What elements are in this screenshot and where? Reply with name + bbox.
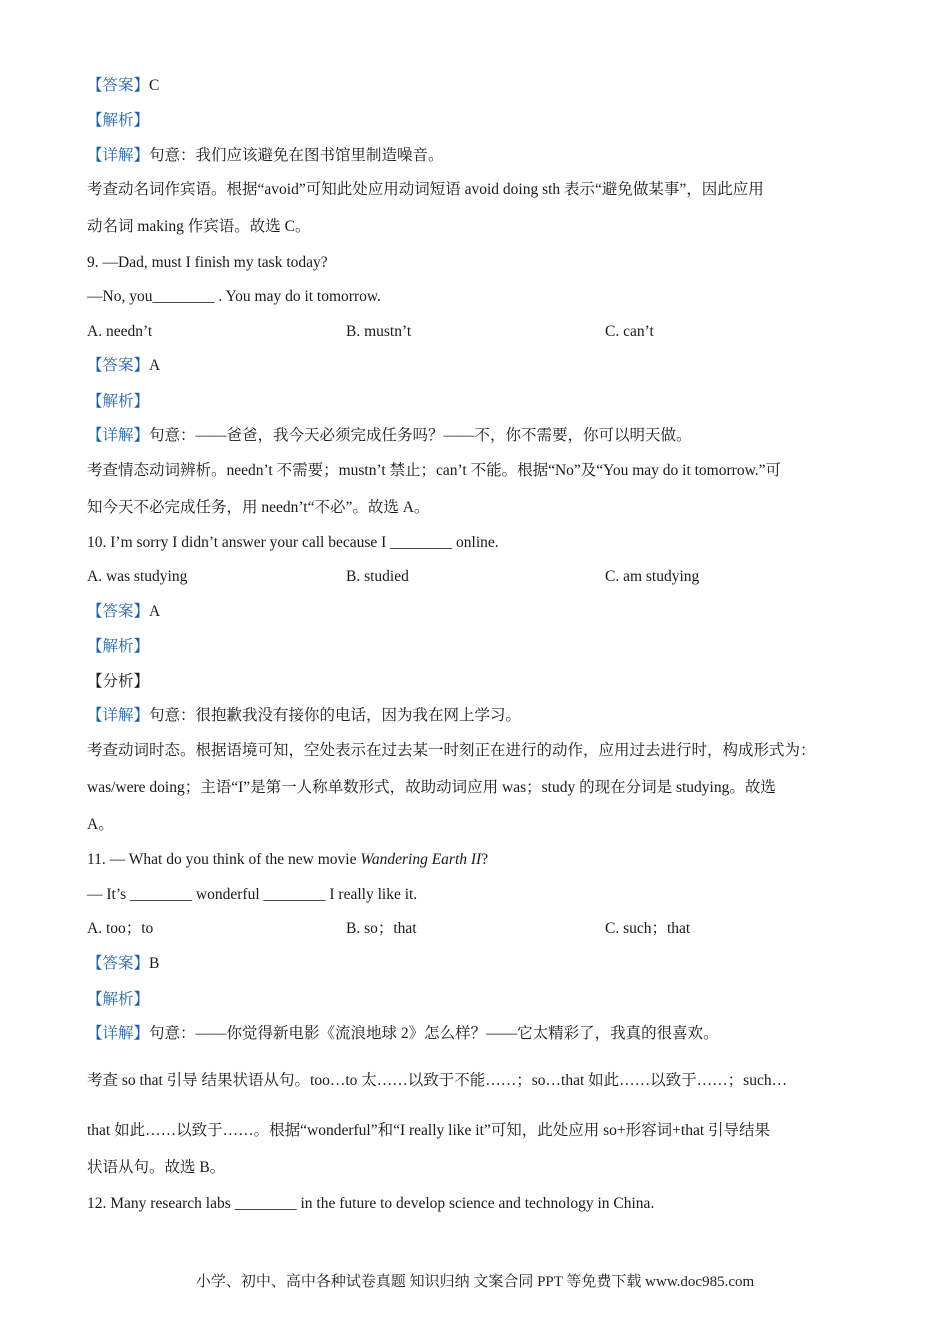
movie-title: Wandering Earth II [360, 851, 482, 868]
option-a: A. needn’t [87, 323, 153, 340]
detail-tag: 【详解】 [87, 707, 150, 724]
question-stem: 12. Many research labs ________ in the future to develop science and technology in China. [87, 1195, 655, 1212]
analysis-tag: 【解析】 [87, 991, 150, 1008]
option-c: C. can’t [605, 323, 654, 340]
analysis-tag: 【解析】 [87, 638, 150, 655]
detail-line [87, 426, 692, 446]
explain-line: 考查动名词作宾语。根据“avoid”可知此处应用动词短语 avoid doing sth 表示“避免做某事”，因此应用 [87, 181, 764, 198]
answer-line [87, 954, 159, 974]
explain-line: 状语从句。故选 B。 [87, 1159, 226, 1176]
option-c: C. such；that [605, 920, 691, 937]
detail-tag: 【详解】 [87, 1025, 150, 1042]
detail-tag: 【详解】 [87, 147, 150, 164]
detail-text: 句意：——爸爸，我今天必须完成任务吗？——不，你不需要，你可以明天做。 [149, 427, 692, 444]
detail-text: 句意：很抱歉我没有接你的电话，因为我在网上学习。 [149, 707, 522, 724]
analysis-tag: 【解析】 [87, 393, 150, 410]
explain-line: A。 [87, 816, 114, 833]
answer-tag: 【答案】 [87, 77, 150, 94]
answer-tag: 【答案】 [87, 357, 150, 374]
answer-value: C [149, 77, 160, 94]
answer-tag: 【答案】 [87, 955, 150, 972]
stem-text: 11. — What do you think of the new movie [87, 851, 361, 868]
answer-tag: 【答案】 [87, 603, 150, 620]
answer-value: A [149, 357, 161, 374]
analysis-tag: 【解析】 [87, 112, 150, 129]
detail-tag: 【详解】 [87, 427, 150, 444]
option-c: C. am studying [605, 568, 700, 585]
detail-line [87, 1024, 719, 1044]
explain-line: 考查情态动词辨析。needn’t 不需要；mustn’t 禁止；can’t 不能。根据“No”及“You may do it tomorrow.”可 [87, 462, 782, 479]
question-reply: — It’s ________ wonderful ________ I really like it. [87, 886, 418, 903]
stem-end: ? [481, 851, 489, 868]
option-b: B. studied [346, 568, 409, 585]
explain-line: that 如此……以致于……。根据“wonderful”和“I really like it”可知，此处应用 so+形容词+that 引导结果 [87, 1122, 771, 1139]
page-footer: 小学、初中、高中各种试卷真题 知识归纳 文案合同 PPT 等免费下载 www.doc985.com [195, 1274, 755, 1290]
answer-value: B [149, 955, 160, 972]
option-b: B. so；that [346, 920, 417, 937]
detail-text: 句意：——你觉得新电影《流浪地球 2》怎么样？——它太精彩了，我真的很喜欢。 [149, 1025, 719, 1042]
question-reply: —No, you________ . You may do it tomorrow. [87, 288, 381, 305]
option-a: A. too；to [87, 920, 154, 937]
question-stem: 10. I’m sorry I didn’t answer your call because I ________ online. [87, 534, 499, 551]
analysis-sub-tag: 【分析】 [87, 673, 150, 690]
answer-value: A [149, 603, 161, 620]
explain-line: 知今天不必完成任务，用 needn’t“不必”。故选 A。 [87, 499, 430, 516]
detail-text: 句意：我们应该避免在图书馆里制造噪音。 [149, 147, 444, 164]
detail-line [87, 706, 521, 726]
explain-line: was/were doing；主语“I”是第一人称单数形式，故助动词应用 was；study 的现在分词是 studying。故选 [87, 779, 776, 796]
question-stem: 9. —Dad, must I finish my task today? [87, 254, 328, 271]
explain-line: 考查 so that 引导 结果状语从句。too…to 太……以致于不能……；so…that 如此……以致于……；such… [87, 1072, 788, 1089]
detail-line [87, 146, 444, 166]
option-b: B. mustn’t [346, 323, 412, 340]
option-a: A. was studying [87, 568, 188, 585]
answer-line [87, 602, 160, 622]
answer-line [87, 76, 159, 96]
explain-line: 考查动词时态。根据语境可知，空处表示在过去某一时刻正在进行的动作，应用过去进行时，构成形式为： [87, 742, 816, 759]
question-stem [87, 850, 488, 870]
answer-line [87, 356, 160, 376]
explain-line: 动名词 making 作宾语。故选 C。 [87, 218, 311, 235]
